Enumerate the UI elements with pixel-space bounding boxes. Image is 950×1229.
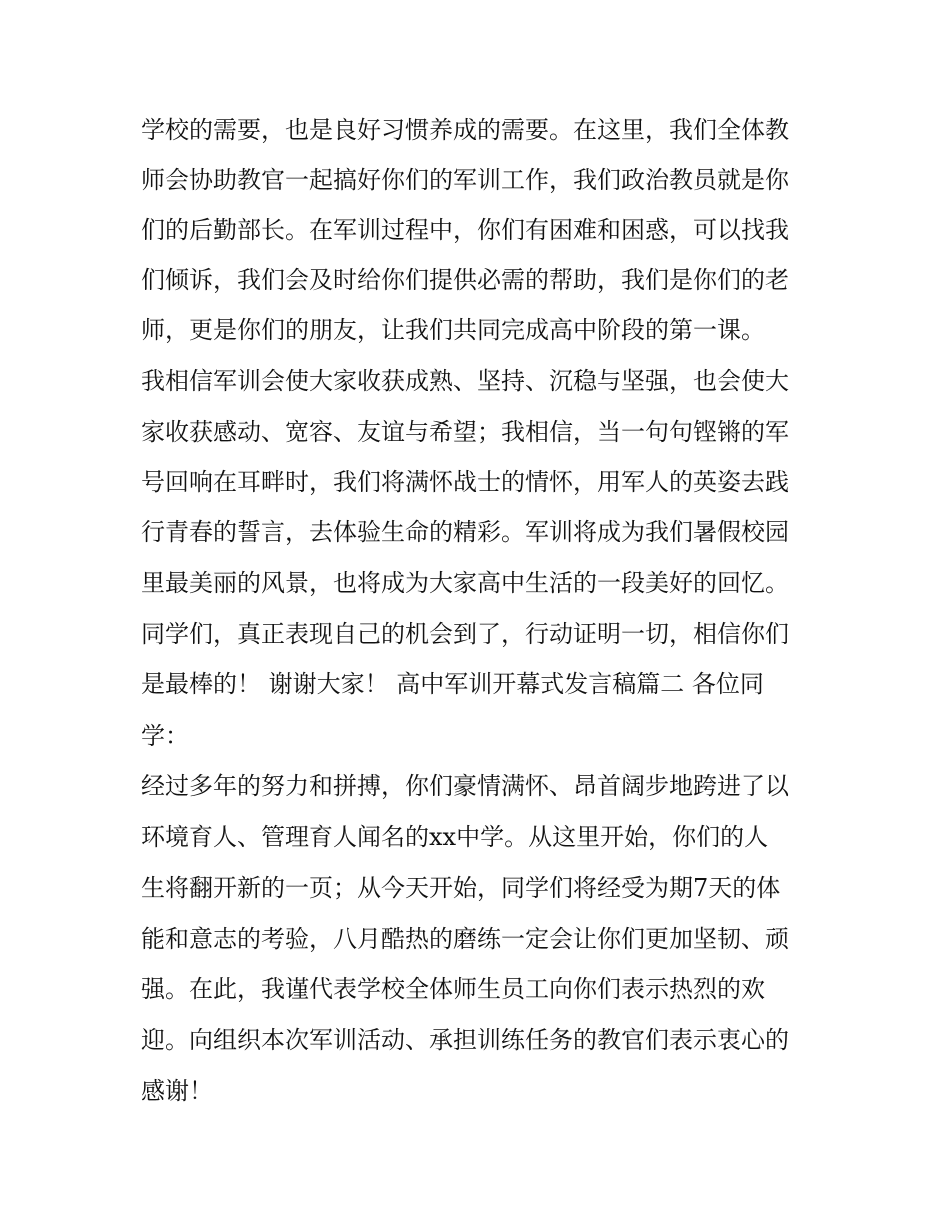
text-line: 是最棒的！ 谢谢大家！ 高中军训开幕式发言稿篇二 各位同 [141,670,764,698]
text-line: 里最美丽的风景，也将成为大家高中生活的一段美好的回忆。 [141,569,789,597]
text-line: 强。在此，我谨代表学校全体师生员工向你们表示热烈的欢 [141,975,765,1003]
text-line: 们的后勤部长。在军训过程中，你们有困难和困惑，可以找我 [141,216,789,244]
text-line: 号回响在耳畔时，我们将满怀战士的情怀，用军人的英姿去践 [141,468,789,496]
text-line: 们倾诉，我们会及时给你们提供必需的帮助，我们是你们的老 [141,266,789,294]
text-line: 师会协助教官一起搞好你们的军训工作，我们政治教员就是你 [141,166,789,194]
text-line: 同学们，真正表现自己的机会到了，行动证明一切，相信你们 [141,620,789,648]
text-line: 家收获感动、宽容、友谊与希望；我相信，当一句句铿锵的军 [141,418,789,446]
text-line: 学： [141,722,189,750]
text-line: 能和意志的考验，八月酷热的磨练一定会让你们更加坚韧、顽 [141,925,789,953]
text-line: 经过多年的努力和拼搏，你们豪情满怀、昂首阔步地跨进了以 [141,772,789,800]
text-line: 环境育人、管理育人闻名的xx中学。从这里开始，你们的人 [141,823,769,851]
text-line: 迎。向组织本次军训活动、承担训练任务的教官们表示衷心的 [141,1026,789,1054]
text-line: 行青春的誓言，去体验生命的精彩。军训将成为我们暑假校园 [141,518,789,546]
text-line: 生将翻开新的一页；从今天开始，同学们将经受为期7天的体 [141,874,781,902]
text-line: 师，更是你们的朋友，让我们共同完成高中阶段的第一课。 [141,316,765,344]
text-line: 感谢！ [141,1077,213,1105]
text-line: 学校的需要，也是良好习惯养成的需要。在这里，我们全体教 [141,116,789,144]
text-line: 我相信军训会使大家收获成熟、坚持、沉稳与坚强，也会使大 [141,367,789,395]
